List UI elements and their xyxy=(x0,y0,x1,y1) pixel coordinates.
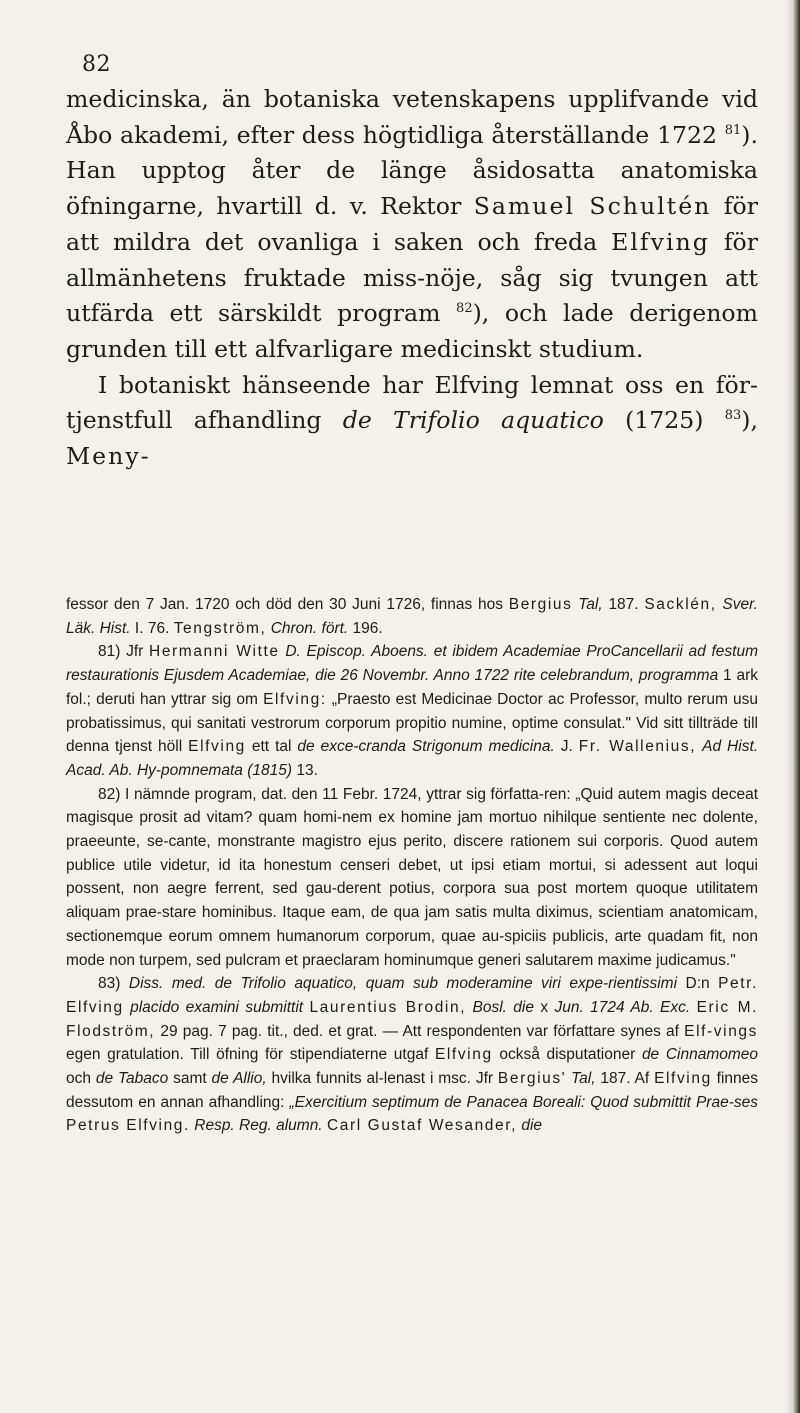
footnote-ref-83[interactable]: 83 xyxy=(724,408,742,424)
footnote-continuation: fessor den 7 Jan. 1720 och död den 30 Juni 1726, finnas hos Bergius Tal, 187. Sacklén, Sver. Läk. Hist. I. 76. Tengström, Chron. fört. 196. xyxy=(66,596,758,637)
person-name: Meny- xyxy=(66,442,151,471)
main-paragraph-1: medicinska, än botaniska vetenskapens upplifvande vid Åbo akademi, efter dess högtidliga återställande 1722 $^{81}$). Han upptog åter de länge åsidosatta anatomiska öfningarne, hvartill d. v. Rektor Samuel Schultén för att mildra det ovanliga i saken och freda Elfving för allmänhetens fruktade miss-nöje, såg sig tvungen att utfärda ett särskildt program $^{82}$), och lade derigenom grunden till ett alfvarligare medicinskt studium. xyxy=(66,85,759,363)
footnotes xyxy=(66,593,758,1138)
page-number: 82 xyxy=(82,52,111,77)
person-name: Elfving xyxy=(611,227,710,256)
footnote-82: 82) I nämnde program, dat. den 11 Febr. 1724, yttrar sig författa-ren: „Quid autem magis deceat magisque prosit ad vitam? quam homi-nem ex homine jam mortuo nihilque sentiente nec dolente, praeeunte, se-cante, monstrante magistro ejus perito, discere rationem sui corporis. Quod autem publice utile videtur, id ita honestum censeri debet, ut ipsi etiam mortui, si adessent aut loqui possent, non aegre ferrent, sed gau-derent potius, corpora sua post mortem quoque utilitatem aliquam prae-stare hominibus. Itaque eam, de qua jam satis multa diximus, scientiam anatomicam, sectionemque eorum omnem humanorum corporum, quae au-spiciis publicis, arte quadam fit, non mode non turpem, sed pulcram et praeclaram hominumque generi salutarem maxime judicamus." xyxy=(66,785,758,969)
footnote-ref-81[interactable]: 81 xyxy=(724,122,742,138)
footnote-81: 81) Jfr Hermanni Witte D. Episcop. Aboens. et ibidem Academiae ProCancellarii ad festum restaurationis Ejusdem Academiae, die 26 Novembr. Anno 1722 rite celebrandum, programma 1 ark fol.; deruti han yttrar sig om Elfving: „Praesto est Medicinae Doctor ac Professor, multo rerum usu probatissimus, qui sanitati vestrorum corporum propitio numine, optime consulat." Vid sitt tillträde till denna tjenst höll Elfving ett tal de exce-cranda Strigonum medicina. J. Fr. Wallenius, Ad Hist. Acad. Ab. Hy-pomnemata (1815) 13. xyxy=(66,643,759,779)
main-text xyxy=(66,82,758,475)
page-edge-shadow xyxy=(786,0,800,1413)
main-paragraph-2: I botaniskt hänseende har Elfving lemnat oss en för-tjenstfull afhandling de Trifolio aquatico (1725) $^{83}$), Meny- xyxy=(66,370,758,471)
person-name: Samuel Schultén xyxy=(473,192,712,221)
footnote-83: 83) Diss. med. de Trifolio aquatico, quam sub moderamine viri expe-rientissimi D:n Petr. Elfving placido examini submittit Laurentius Brodin, Bosl. die x Jun. 1724 Ab. Exc. Eric M. Flodström, 29 pag. 7 pag. tit., ded. et grat. — Att respondenten var författare synes af Elf-vings egen gratulation. Till öfning för stipendiaterne utgaf Elfving också disputationer de Cinnamomeo och de Tabaco samt de Allio, hvilka funnits al-lenast i msc. Jfr Bergius' Tal, 187. Af Elfving finnes dessutom en annan afhandling: „Exercitium septimum de Panacea Boreali: Quod submittit Prae-ses Petrus Elfving. Resp. Reg. alumn. Carl Gustaf Wesander, die xyxy=(66,975,759,1135)
footnote-ref-82[interactable]: 82 xyxy=(456,301,473,317)
